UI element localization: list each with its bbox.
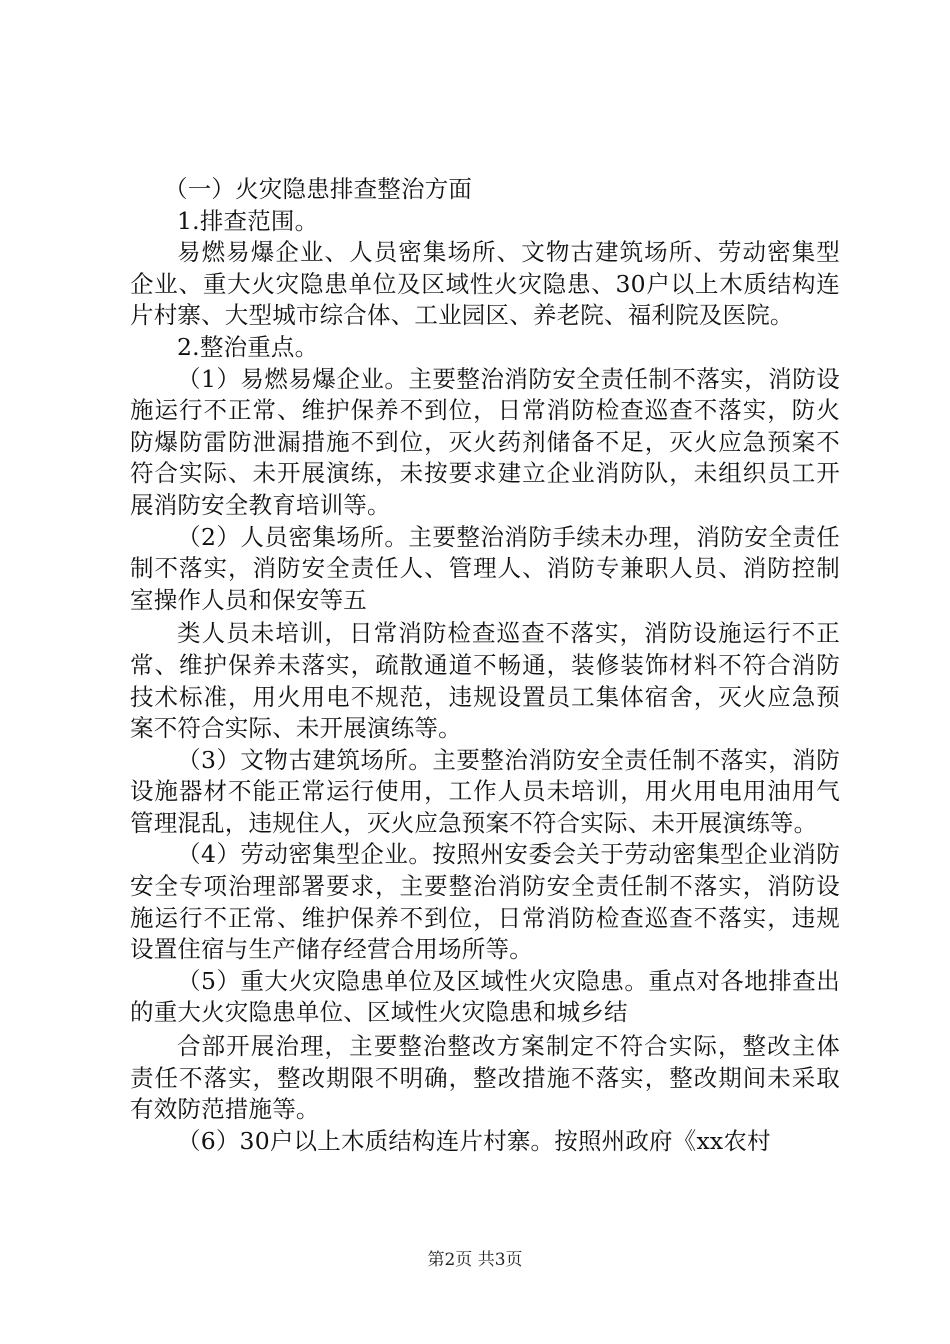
paragraph-item-1: （1）易燃易爆企业。主要整治消防安全责任制不落实，消防设施运行不正常、维护保养不到位，日常消防检查巡查不落实，防火防爆防雷防泄漏措施不到位，灭火药剂储备不足，灭火应急预案不符合实际、未开展演练，未按要求建立企业消防队，未组织员工开展消防安全教育培训等。	[130, 364, 840, 519]
paragraph-item-6: （6）30户以上木质结构连片村寨。按照州政府《xx农村	[177, 1126, 771, 1155]
paragraph-item-2: （2）人员密集场所。主要整治消防手续未办理，消防安全责任制不落实，消防安全责任人、管理人、消防专兼职人员、消防控制室操作人员和保安等五	[130, 522, 840, 614]
paragraph-item-2-continued: 类人员未培训，日常消防检查巡查不落实，消防设施运行不正常、维护保养未落实，疏散通道不畅通，装修装饰材料不符合消防技术标准，用火用电不规范，违规设置员工集体宿舍，灭火应急预案不符合实际、未开展演练等。	[130, 619, 840, 743]
document-body	[130, 174, 840, 1157]
paragraph-scope-list: 易燃易爆企业、人员密集场所、文物古建筑场所、劳动密集型企业、重大火灾隐患单位及区域性火灾隐患、30户以上木质结构连片村寨、大型城市综合体、工业园区、养老院、福利院及医院。	[130, 238, 840, 330]
paragraph-item-4: （4）劳动密集型企业。按照州安委会关于劳动密集型企业消防安全专项治理部署要求，主要整治消防安全责任制不落实，消防设施运行不正常、维护保养不到位，日常消防检查巡查不落实，违规设置住宿与生产储存经营合用场所等。	[130, 840, 840, 964]
paragraph-item-5-continued: 合部开展治理，主要整治整改方案制定不符合实际，整改主体责任不落实，整改期限不明确，整改措施不落实，整改期间未采取有效防范措施等。	[130, 1032, 840, 1124]
subheading-focus: 2.整治重点。	[177, 332, 319, 361]
section-heading: （一）火灾隐患排查整治方面	[164, 175, 473, 203]
page-number-footer: 第2页 共3页	[427, 1250, 523, 1270]
subheading-scope: 1.排查范围。	[177, 206, 319, 235]
paragraph-item-3: （3）文物古建筑场所。主要整治消防安全责任制不落实，消防设施器材不能正常运行使用，工作人员未培训，用火用电用油用气管理混乱，违规住人，灭火应急预案不符合实际、未开展演练等。	[130, 745, 840, 837]
paragraph-item-5: （5）重大火灾隐患单位及区域性火灾隐患。重点对各地排查出的重大火灾隐患单位、区域性火灾隐患和城乡结	[130, 966, 840, 1027]
